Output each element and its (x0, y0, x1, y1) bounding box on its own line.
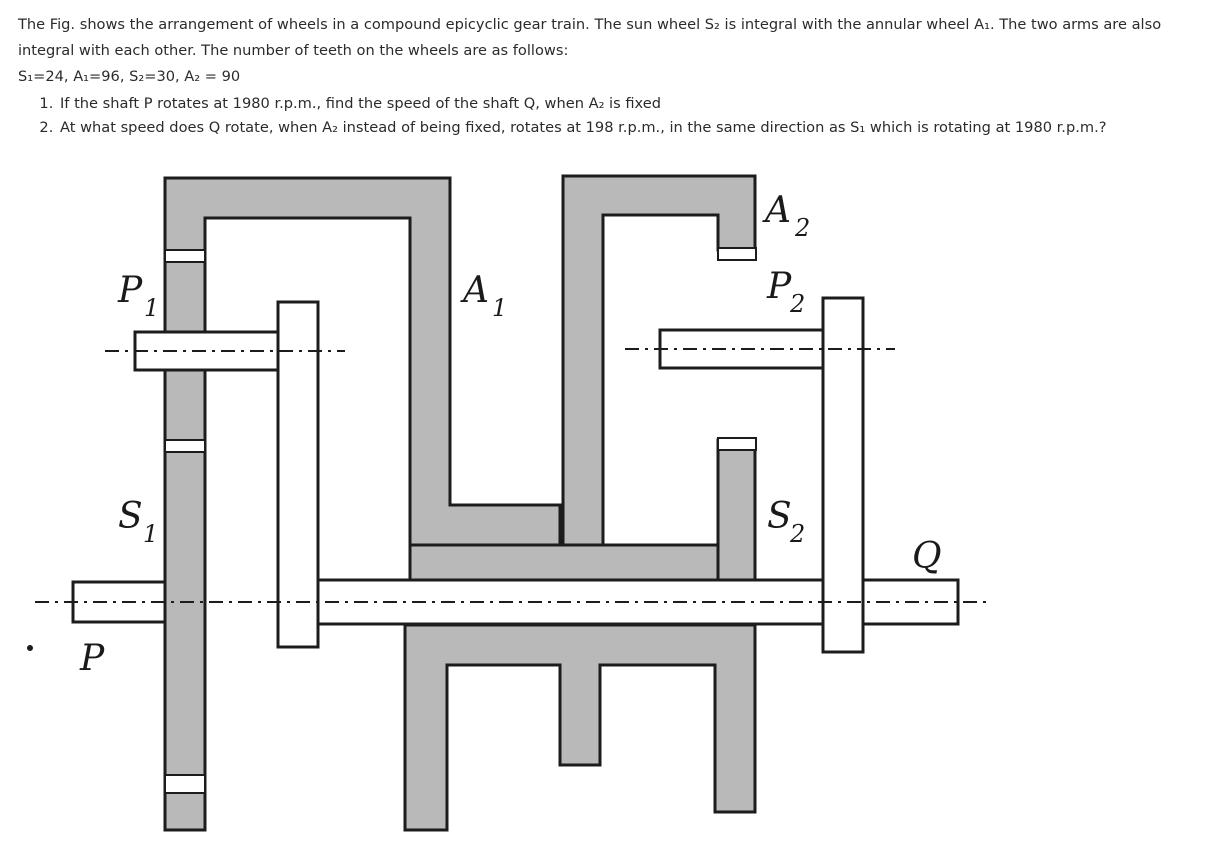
label-q: Q (912, 536, 942, 577)
label-s1-main: S (118, 496, 143, 537)
problem-statement (18, 12, 1213, 90)
label-s2 (767, 496, 805, 548)
question-list (18, 92, 1228, 140)
label-p2-sub: 2 (790, 290, 806, 318)
label-s1-sub: 1 (143, 520, 159, 548)
left-arm-lower-strip (165, 445, 205, 830)
gear-train-diagram (0, 150, 1230, 861)
label-a1-sub: 1 (492, 294, 508, 322)
label-p1 (117, 270, 159, 322)
label-a2-main: A (765, 190, 791, 231)
bearing-p2-bottom (718, 438, 756, 450)
a2-right-column (718, 440, 755, 580)
label-p1-sub: 1 (144, 294, 160, 322)
stray-dot (27, 645, 33, 651)
label-p2-main: P (767, 266, 792, 307)
label-a2-sub: 2 (795, 214, 811, 242)
problem-intro: The Fig. shows the arrangement of wheels in a compound epicyclic gear train. The sun wheel S₂ is integral with the annular wheel A₁. The two arms are also integral with each other. The number of teeth on the wheels are as follows: (18, 16, 1162, 59)
planet-wheel-p2 (823, 298, 863, 652)
label-p: P (80, 638, 105, 679)
label-p2 (766, 266, 805, 318)
question-2: 2. At what speed does Q rotate, when A₂ instead of being fixed, rotates at 198 r.p.m., in the same direction as S₁ which is rotating at 1980 r.p.m.? (58, 116, 1228, 140)
label-a2 (762, 190, 810, 242)
label-a1-main: A (463, 270, 489, 311)
label-s2-main: S (767, 496, 792, 537)
question-1: 1. If the shaft P rotates at 1980 r.p.m., find the speed of the shaft Q, when A₂ is fixed (58, 92, 1228, 116)
label-p1-main: P (118, 270, 143, 311)
bearing-p1-top (165, 250, 205, 262)
label-s2-sub: 2 (790, 520, 806, 548)
bearing-left-lower (165, 775, 205, 793)
label-s1 (118, 496, 158, 548)
bearing-p1-bottom (165, 440, 205, 452)
a1-frame (165, 178, 560, 830)
teeth-counts: S₁=24, A₁=96, S₂=30, A₂ = 90 (18, 68, 241, 85)
arm-lower (405, 625, 755, 830)
a1-hub-lower (410, 545, 755, 580)
bearing-p2-top (718, 248, 756, 260)
planet-wheel-p1 (278, 302, 318, 647)
label-a1 (460, 270, 507, 322)
